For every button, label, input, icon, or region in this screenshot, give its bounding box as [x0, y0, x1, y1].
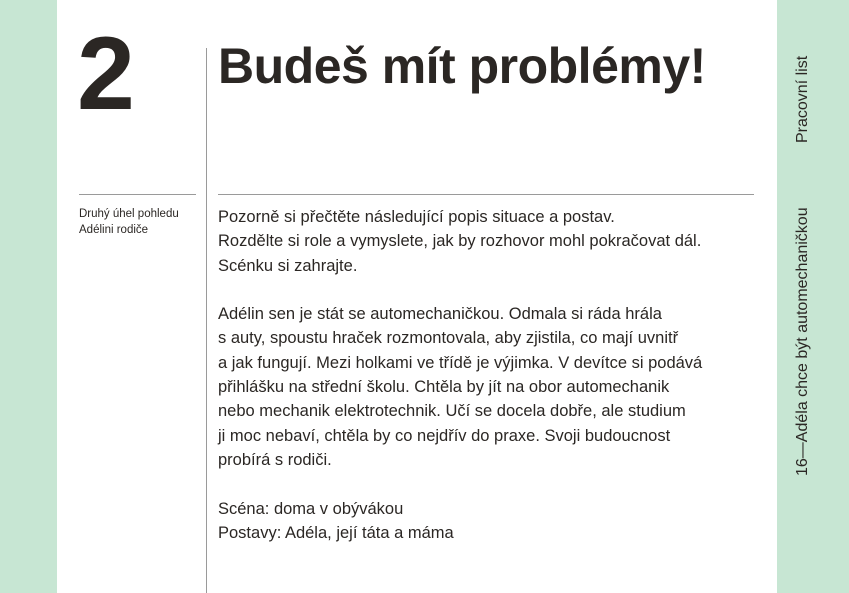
section-number: 2 — [77, 16, 133, 132]
instruction-line: Rozdělte si role a vymyslete, jak by rozhovor mohl pokračovat dál. — [218, 232, 702, 251]
paragraph-gap — [218, 278, 763, 302]
instruction-line: Scénku si zahrajte. — [218, 256, 358, 275]
worksheet-label: Pracovní list — [794, 55, 811, 143]
right-accent-band — [777, 0, 849, 593]
body-text — [218, 205, 763, 545]
story-line: nebo mechanik elektrotechnik. Učí se docela dobře, ale studium — [218, 402, 686, 421]
story-line: ji moc nebaví, chtěla by co nejdřív do praxe. Svoji budoucnost — [218, 426, 671, 445]
story-line: s auty, spoustu hraček rozmontovala, aby zjistila, co mají uvnitř — [218, 329, 679, 348]
side-note-line-1: Druhý úhel pohledu — [79, 208, 179, 220]
vertical-divider — [206, 48, 207, 593]
side-note — [79, 206, 179, 238]
side-note-line-2: Adélini rodiče — [79, 224, 149, 236]
characters-line: Postavy: Adéla, její táta a máma — [218, 523, 454, 542]
scene-line: Scéna: doma v obývákou — [218, 499, 404, 518]
story-line: přihlášku na střední školu. Chtěla by jít na obor automechanik — [218, 378, 670, 397]
left-rule — [79, 194, 196, 195]
story-line: probírá s rodiči. — [218, 450, 332, 469]
paragraph-gap — [218, 472, 763, 496]
left-accent-band — [0, 0, 57, 593]
page-caption: 16—Adéla chce být automechaničkou — [794, 207, 811, 476]
main-rule — [218, 194, 754, 195]
page-title: Budeš mít problémy! — [218, 38, 706, 94]
story-line: a jak fungují. Mezi holkami ve třídě je výjimka. V devítce si podává — [218, 353, 703, 372]
story-line: Adélin sen je stát se automechaničkou. Odmala si ráda hrála — [218, 305, 662, 324]
instruction-line: Pozorně si přečtěte následující popis situace a postav. — [218, 208, 615, 226]
